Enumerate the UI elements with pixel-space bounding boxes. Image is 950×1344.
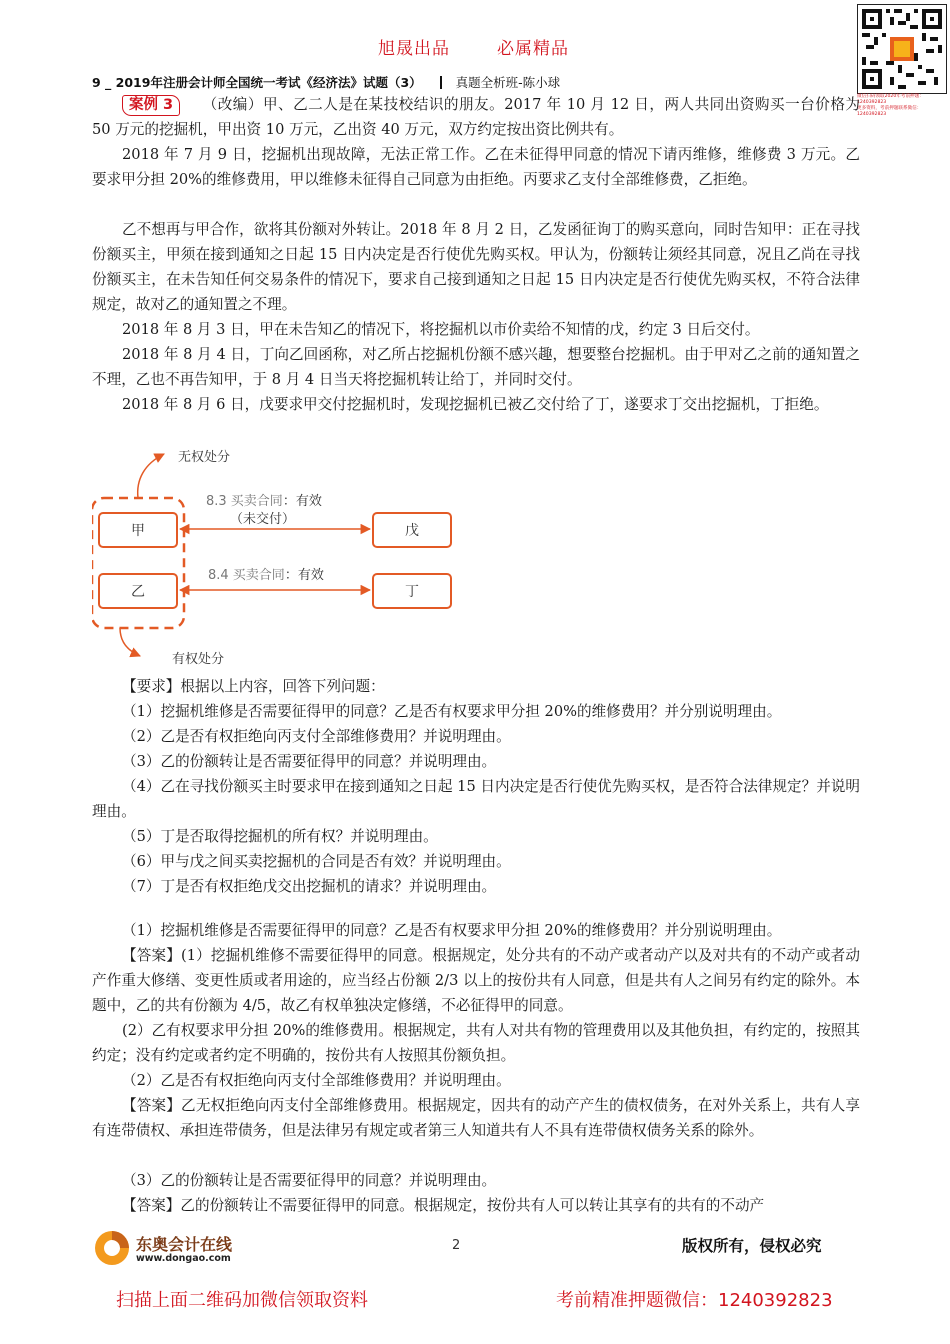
party-box-ding: 丁 [372, 573, 452, 609]
question-4: （4）乙在寻找份额买主时要求甲在接到通知之日起 15 日内决定是否行使优先购买权，是否符合法律规定？并说明理由。 [92, 778, 860, 820]
case-paragraph-2: 2018 年 7 月 9 日，挖掘机出现故障，无法正常工作。乙在未征得甲同意的情况下请丙维修，维修费 3 万元。乙要求甲分担 20%的维修费用，甲以维修未征得自己同意为由拒绝。丙要求乙支付全部维修费，乙拒绝。 [92, 146, 860, 188]
promo-bottom-right: 考前精准押题微信：1240392823 [556, 1290, 833, 1311]
party-box-jia: 甲 [98, 512, 178, 548]
question-3: （3）乙的份额转让是否需要征得甲的同意？并说明理由。 [122, 753, 497, 770]
answer-question-2: （2）乙是否有权拒绝向丙支付全部维修费用？并说明理由。 [122, 1072, 511, 1089]
question-2: （2）乙是否有权拒绝向丙支付全部维修费用？并说明理由。 [122, 728, 511, 745]
label-authorized: 有权处分 [172, 652, 225, 667]
edge1-note: （未交付） [230, 512, 296, 527]
requirements-intro: 【要求】根据以上内容，回答下列问题： [122, 678, 385, 695]
edge2-label [208, 564, 324, 583]
page-number: 2 [452, 1238, 461, 1253]
relationship-diagram [92, 440, 452, 680]
edge2-date: 8.4 买卖合同 [208, 568, 285, 583]
header-divider [440, 76, 442, 89]
case-paragraph-3: 乙不想再与甲合作，欲将其份额对外转让。2018 年 8 月 2 日，乙发函征询丁的购买意向，同时告知甲：正在寻找份额买主，甲须在接到通知之日起 15 日内决定是否行使优先购买权。甲认为，份额转让须经其同意，况且乙尚在寻找份额买主，在未告知任何交易条件的情况下，要求自己接到通知之日起 15 日内决定是否行使优先购买权，不符合法律规定，故对乙的通知置之不理。 [92, 221, 860, 313]
case-paragraph-1 [92, 92, 860, 142]
label-unauthorized: 无权处分 [178, 450, 231, 465]
answer-1-part-2: (2）乙有权要求甲分担 20%的维修费用。根据规定，共有人对共有物的管理费用以及其他负担，有约定的，按照其约定；没有约定或者约定不明确的，按份共有人按照其份额负担。 [92, 1022, 860, 1064]
edge1-label [206, 490, 322, 509]
qr-caption [857, 94, 949, 118]
promo-top-right: 必属精品 [497, 39, 569, 59]
question-6: （6）甲与戊之间买卖挖掘机的合同是否有效？并说明理由。 [122, 853, 511, 870]
footer-logo [92, 1226, 232, 1270]
running-header [92, 73, 560, 91]
arrow-authorized [120, 628, 140, 656]
question-5: （5）丁是否取得挖掘机的所有权？并说明理由。 [122, 828, 438, 845]
qr-caption-line-2: 更多资料，考前押题联系微信：1240392823 [857, 106, 922, 117]
qr-code-image [857, 4, 947, 94]
answer-2: 【答案】乙无权拒绝向丙支付全部维修费用。根据规定，因共有的动产产生的债权债务，在对外关系上，共有人享有连带债权、承担连带债务，但是法律另有规定或者第三人知道共有人不具有连带债权债务关系的除外。 [92, 1097, 860, 1139]
edge1-status: ：有效 [282, 494, 322, 509]
party-box-yi: 乙 [98, 573, 178, 609]
answer-1-part-1: 【答案】(1）挖掘机维修不需要征得甲的同意。根据规定，处分共有的不动产或者动产以及对共有的不动产或者动产作重大修缮、变更性质或者用途的，应当经占份额 2/3 以上的按份共有人同意，但是共有人之间另有约定的除外。本题中，乙的共有份额为 4/5，故乙有权单独决定修缮，不必征得甲的同意。 [92, 947, 860, 1014]
case-text-1: （改编）甲、乙二人是在某技校结识的朋友。2017 年 10 月 12 日，两人共同出资购买一台价格为 50 万元的挖掘机，甲出资 10 万元，乙出资 40 万元，双方约定按出资比例共有。 [92, 96, 860, 138]
answer-3: 【答案】乙的份额转让不需要征得甲的同意。根据规定，按份共有人可以转让其享有的共有的不动产 [122, 1197, 765, 1214]
edge1-date: 8.3 买卖合同 [206, 494, 283, 509]
qr-caption-line-1: 微信扫码领取2020年考前押题：1240392823 [857, 94, 924, 105]
arrow-unauthorized [138, 454, 164, 498]
case-paragraph-6: 2018 年 8 月 6 日，戊要求甲交付挖掘机时，发现挖掘机已被乙交付给了丁，遂要求丁交出挖掘机，丁拒绝。 [122, 396, 829, 413]
case-paragraph-4: 2018 年 8 月 3 日，甲在未告知乙的情况下，将挖掘机以市价卖给不知情的戊，约定 3 日后交付。 [122, 321, 760, 338]
footer-brand: 东奥会计在线 [136, 1235, 233, 1254]
answer-question-3: （3）乙的份额转让是否需要征得甲的同意？并说明理由。 [122, 1172, 497, 1189]
promo-bottom-left: 扫描上面二维码加微信领取资料 [116, 1290, 368, 1311]
answer-question-1: （1）挖掘机维修是否需要征得甲的同意？乙是否有权要求甲分担 20%的维修费用？并分别说明理由。 [122, 922, 782, 939]
promo-top-left: 旭晟出品 [378, 39, 450, 59]
diagram-lines [92, 440, 452, 680]
party-box-wu: 戊 [372, 512, 452, 548]
dongao-logo-icon [92, 1228, 132, 1268]
header-title: 9 _ 2019年注册会计师全国统一考试《经济法》试题（3） [92, 75, 422, 90]
question-1: （1）挖掘机维修是否需要征得甲的同意？乙是否有权要求甲分担 20%的维修费用？并分别说明理由。 [122, 703, 782, 720]
copyright-notice: 版权所有，侵权必究 [682, 1236, 822, 1255]
question-7: （7）丁是否有权拒绝戊交出挖掘机的请求？并说明理由。 [122, 878, 497, 895]
footer-url: www.dongao.com [136, 1253, 231, 1264]
case-paragraph-5: 2018 年 8 月 4 日，丁向乙回函称，对乙所占挖掘机份额不感兴趣，想要整台挖掘机。由于甲对乙之前的通知置之不理，乙也不再告知甲，于 8 月 4 日当天将挖掘机转让给丁，并同时交付。 [92, 346, 860, 388]
header-subtitle: 真题全析班-陈小球 [455, 75, 561, 90]
edge2-status: ：有效 [284, 568, 324, 583]
case-badge: 案例 3 [122, 95, 180, 116]
